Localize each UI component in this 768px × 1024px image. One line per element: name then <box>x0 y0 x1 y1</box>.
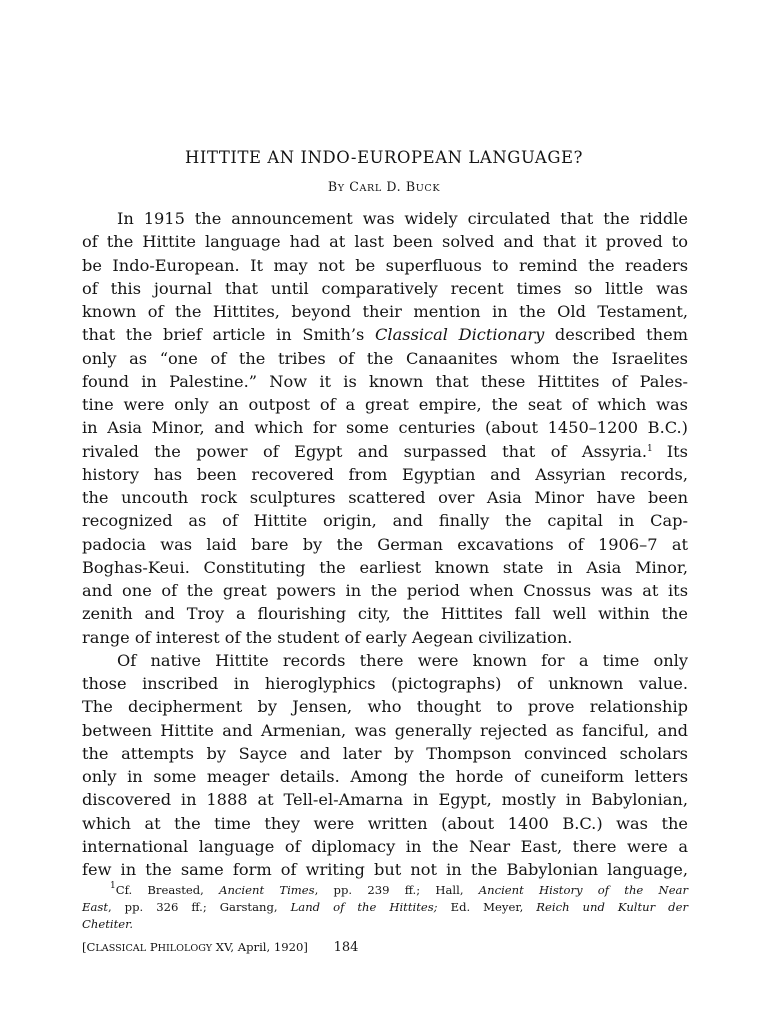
body-text: described them <box>544 325 689 345</box>
body-line: which at the time they were written (about 1400 B.C.) was the <box>82 813 688 833</box>
article-body <box>82 207 688 881</box>
author-last-smallcaps: UCK <box>415 183 441 194</box>
body-text: Its <box>666 441 688 461</box>
footnote-reference[interactable]: 1 <box>647 443 653 454</box>
citation-bracket: [C <box>82 940 96 954</box>
body-line: Boghas-Keui. Constituting the earliest known state in Asia Minor, <box>82 557 688 577</box>
body-line: of this journal that until comparatively recent times so little was <box>82 278 688 298</box>
byline-prefix-smallcaps: Y <box>337 183 345 194</box>
footnote-italic: Reich und Kultur der <box>536 900 688 914</box>
body-line: in Asia Minor, and which for some centuries (about 1450–1200 B.C.) <box>82 418 688 438</box>
body-line: tine were only an outpost of a great empire, the seat of which was <box>82 395 688 414</box>
body-line: discovered in 1888 at Tell-el-Amarna in Egypt, mostly in Babylonian, <box>82 790 688 810</box>
body-line <box>82 440 688 463</box>
body-line: history has been recovered from Egyptian and Assyrian records, <box>82 464 688 484</box>
article-title: HITTITE AN INDO-EUROPEAN LANGUAGE? <box>185 148 583 167</box>
body-line: padocia was laid bare by the German excavations of 1906–7 at <box>82 534 688 554</box>
body-line: those inscribed in hieroglyphics (pictographs) of unknown value. <box>82 674 688 693</box>
footnote-line <box>82 916 688 933</box>
byline-prefix: B <box>327 179 338 194</box>
body-line: zenith and Troy a flourishing city, the Hittites fall well within the <box>82 604 688 624</box>
italic-title: Classical Dictionary <box>375 325 545 345</box>
footnote-italic: Ancient History of the Near <box>478 883 689 897</box>
body-line: international language of diplomacy in the Near East, there were a <box>82 836 688 856</box>
body-line: found in Palestine.” Now it is known that these Hittites of Pales- <box>82 371 688 391</box>
footnote-italic: Chetiter. <box>82 917 134 931</box>
author-first-smallcaps: ARL <box>359 183 382 194</box>
body-line: be Indo-European. It may not be superfluous to remind the readers <box>82 255 688 275</box>
footnote-text: , pp. 239 ff.; Hall, <box>314 883 479 897</box>
footnote-italic: East <box>82 900 108 914</box>
body-text: rivaled the power of Egypt and surpassed that of Assyria. <box>82 441 648 461</box>
footnote-italic: Ancient Times <box>219 883 315 897</box>
footnote-line <box>82 882 688 899</box>
author-middle: D. <box>386 179 402 194</box>
footnote-italic: Land of the Hittites; <box>290 900 438 914</box>
author-first-initial: C <box>349 179 360 194</box>
body-line <box>82 323 688 346</box>
citation-volume-date: XV, April, 1920] <box>215 940 308 954</box>
body-line: the uncouth rock sculptures scattered over Asia Minor have been <box>82 488 688 507</box>
citation-journal: P <box>149 940 158 954</box>
body-line: The decipherment by Jensen, who thought to prove relationship <box>82 697 688 717</box>
body-line: of the Hittite language had at last been solved and that it proved to <box>82 232 688 252</box>
footnote-text: Ed. Meyer, <box>437 900 537 914</box>
author-byline <box>0 178 768 198</box>
footnote-text: Cf. Breasted, <box>115 883 220 897</box>
body-line: the attempts by Sayce and later by Thompson convinced scholars <box>82 743 688 763</box>
body-line: only as “one of the tribes of the Canaanites whom the Israelites <box>82 348 688 368</box>
author-last-initial: B <box>405 179 416 194</box>
body-line: recognized as of Hittite origin, and finally the capital in Cap- <box>82 511 688 531</box>
body-line: between Hittite and Armenian, was generally rejected as fanciful, and <box>82 720 688 740</box>
body-line: Of native Hittite records there were known for a time only <box>117 650 688 670</box>
body-line: range of interest of the student of early Aegean civilization. <box>82 627 573 647</box>
body-line: and one of the great powers in the period when Cnossus was at its <box>82 581 688 600</box>
journal-citation <box>82 938 358 958</box>
body-text: that the brief article in Smith’s <box>82 325 376 345</box>
citation-journal: HILOLOGY <box>157 943 213 954</box>
body-line: few in the same form of writing but not in the Babylonian language, <box>82 860 688 879</box>
page-number: 184 <box>333 940 359 955</box>
footnote-line <box>82 899 688 916</box>
footnote-marker: 1 <box>110 881 116 891</box>
citation-journal: LASSICAL <box>95 943 147 954</box>
body-line: known of the Hittites, beyond their mention in the Old Testament, <box>82 302 688 321</box>
body-line: In 1915 the announcement was widely circulated that the riddle <box>117 209 688 228</box>
footnote-text: , pp. 326 ff.; Garstang, <box>107 900 291 914</box>
body-line: only in some meager details. Among the horde of cuneiform letters <box>82 767 688 786</box>
footnote <box>82 882 688 933</box>
